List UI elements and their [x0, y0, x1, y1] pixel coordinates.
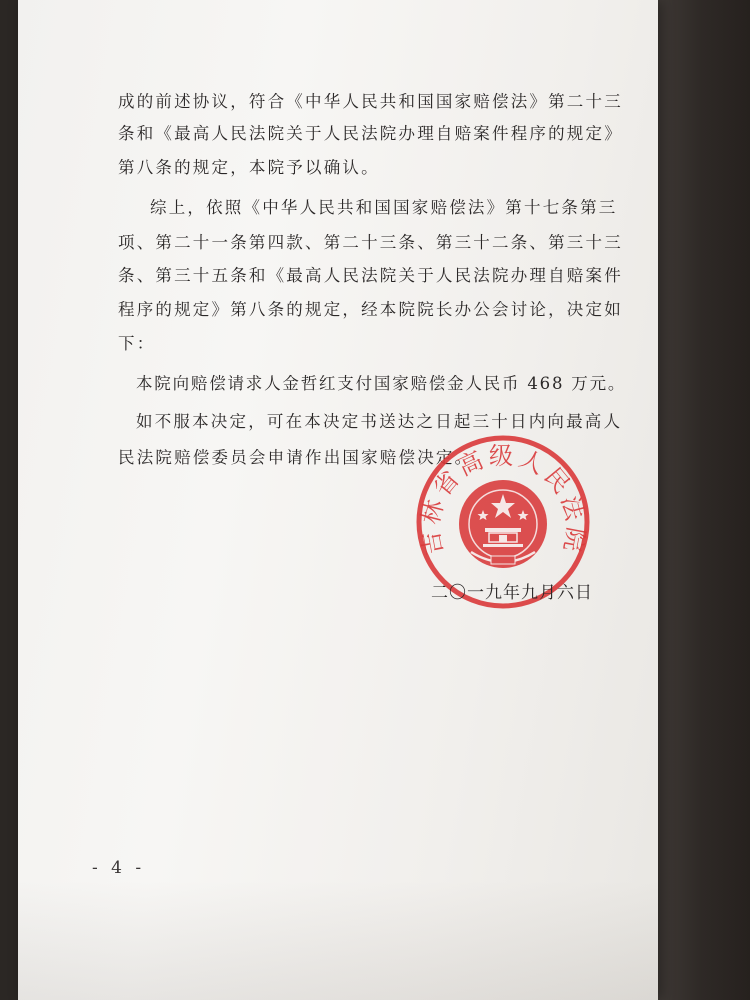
text-line-1: 成的前述协议，符合《中华人民共和国国家赔偿法》第二十三: [118, 92, 623, 111]
text-line-4: 综上，依照《中华人民共和国国家赔偿法》第十七条第三: [150, 198, 618, 217]
text-line-7: 程序的规定》第八条的规定，经本院院长办公会讨论，决定如: [118, 300, 623, 319]
page-number: - 4 -: [92, 858, 146, 878]
text-line-3: 第八条的规定，本院予以确认。: [118, 158, 380, 177]
text-line-10: 如不服本决定，可在本决定书送达之日起三十日内向最高人: [136, 412, 623, 431]
text-line-9: 本院向赔偿请求人金哲红支付国家赔偿金人民币 468 万元。: [136, 374, 627, 393]
page-shadow: [18, 880, 658, 1000]
document-date: 二〇一九年九月六日: [431, 583, 593, 603]
text-line-6: 条、第三十五条和《最高人民法院关于人民法院办理自赔案件: [118, 266, 623, 285]
text-line-11: 民法院赔偿委员会申请作出国家赔偿决定。: [118, 448, 474, 467]
text-line-5: 项、第二十一条第四款、第二十三条、第三十二条、第三十三: [118, 233, 623, 252]
svg-text:吉林省高级人民法院: 吉林省高级人民法院: [415, 442, 591, 558]
document-page: [18, 0, 658, 1000]
text-line-8: 下：: [118, 334, 156, 353]
text-line-2: 条和《最高人民法院关于人民法院办理自赔案件程序的规定》: [118, 124, 623, 143]
